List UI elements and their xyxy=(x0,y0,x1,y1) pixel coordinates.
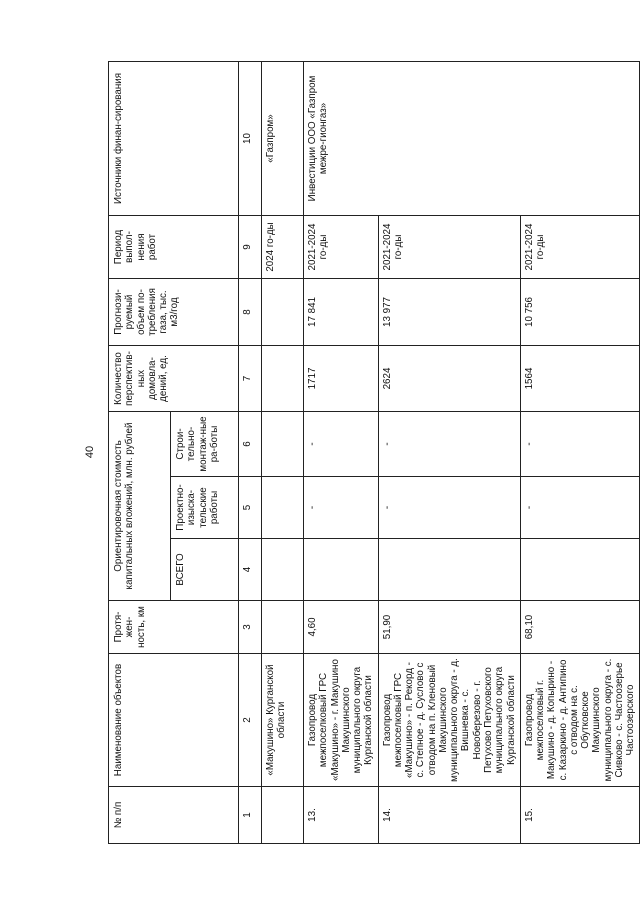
cell-source: Инвестиции ООО «Газпром межре-гионгаз» xyxy=(304,62,640,216)
cell-period: 2021-2024 го-ды xyxy=(304,216,379,279)
cell-name: «Макушино» Курганской области xyxy=(262,654,304,787)
header-total: ВСЕГО xyxy=(171,539,239,601)
column-number: 7 xyxy=(239,346,262,412)
cell-construct xyxy=(262,412,304,477)
cell-design xyxy=(262,477,304,539)
header-period: Период выпол-нения работ xyxy=(109,216,239,279)
cell-design: - xyxy=(304,477,379,539)
cell-gas: 13 977 xyxy=(378,279,520,346)
cell-name: Газопровод межпоселковый г. Макушино - д. Копырино - с. Казаркино - д. Антипино с отводом на с. Обутковское Макушинского муниципального округа - с. Сивково - с. Частоозерье Частоозерского xyxy=(520,654,640,787)
page-number: 40 xyxy=(84,445,96,459)
column-number: 3 xyxy=(239,601,262,654)
column-number: 6 xyxy=(239,412,262,477)
column-number: 5 xyxy=(239,477,262,539)
cell-num xyxy=(262,787,304,844)
cell-construct: - xyxy=(378,412,520,477)
cell-households: 1717 xyxy=(304,346,379,412)
cell-total xyxy=(378,539,520,601)
cell-total xyxy=(304,539,379,601)
header-gas: Прогнози-руемый объем по-требления газа, тыс. м3/год xyxy=(109,279,239,346)
cell-length xyxy=(262,601,304,654)
column-number: 2 xyxy=(239,654,262,787)
table-row xyxy=(304,62,379,844)
column-number: 10 xyxy=(239,62,262,216)
cell-num: 13. xyxy=(304,787,379,844)
cell-households xyxy=(262,346,304,412)
cell-design: - xyxy=(378,477,520,539)
header-households: Количество перспектив-ных домовла-дений, ед. xyxy=(109,346,239,412)
column-number: 4 xyxy=(239,539,262,601)
cell-period: 2024 го-ды xyxy=(262,216,304,279)
cell-gas: 10 756 xyxy=(520,279,640,346)
cell-gas xyxy=(262,279,304,346)
investment-table xyxy=(108,61,640,844)
cell-gas: 17 841 xyxy=(304,279,379,346)
cell-num: 15. xyxy=(520,787,640,844)
cell-total xyxy=(262,539,304,601)
cell-period: 2021-2024 го-ды xyxy=(378,216,520,279)
header-sources: Источники финан-сирования xyxy=(109,62,239,216)
cell-construct: - xyxy=(520,412,640,477)
cell-total xyxy=(520,539,640,601)
cell-design: - xyxy=(520,477,640,539)
table-row xyxy=(262,62,304,844)
header-name: Наименование объектов xyxy=(109,654,239,787)
header-length: Протя-жен-ность, км xyxy=(109,601,239,654)
column-number: 8 xyxy=(239,279,262,346)
cell-name: Газопровод межпоселковый ГРС «Макушино» - п. Рекорд - с. Степное - д. Суслово с отводом на п. Кленовый Макушинского муниципального округа - д. Вишневка - с. Новоберезово - г. Петухово Петуховского муниципального округа Курганской области xyxy=(378,654,520,787)
header-construct: Строи-тельно-монтаж-ные ра-боты xyxy=(171,412,239,477)
cell-households: 2624 xyxy=(378,346,520,412)
column-number: 1 xyxy=(239,787,262,844)
cell-length: 4,60 xyxy=(304,601,379,654)
column-number: 9 xyxy=(239,216,262,279)
cell-num: 14. xyxy=(378,787,520,844)
cell-period: 2021-2024 го-ды xyxy=(520,216,640,279)
cell-length: 51,90 xyxy=(378,601,520,654)
header-design: Проектно-изыска-тельские работы xyxy=(171,477,239,539)
cell-construct: - xyxy=(304,412,379,477)
header-cost: Ориентировочная стоимость капитальных вложений, млн. рублей xyxy=(109,412,171,601)
cell-name: Газопровод межпоселковый ГРС «Макушино» - г. Макушино Макушинского муниципального округа Курганской области xyxy=(304,654,379,787)
cell-source: «Газпром» xyxy=(262,62,304,216)
cell-households: 1564 xyxy=(520,346,640,412)
cell-length: 68,10 xyxy=(520,601,640,654)
header-num: № п/п xyxy=(109,787,239,844)
rotated-table-container xyxy=(108,62,637,844)
